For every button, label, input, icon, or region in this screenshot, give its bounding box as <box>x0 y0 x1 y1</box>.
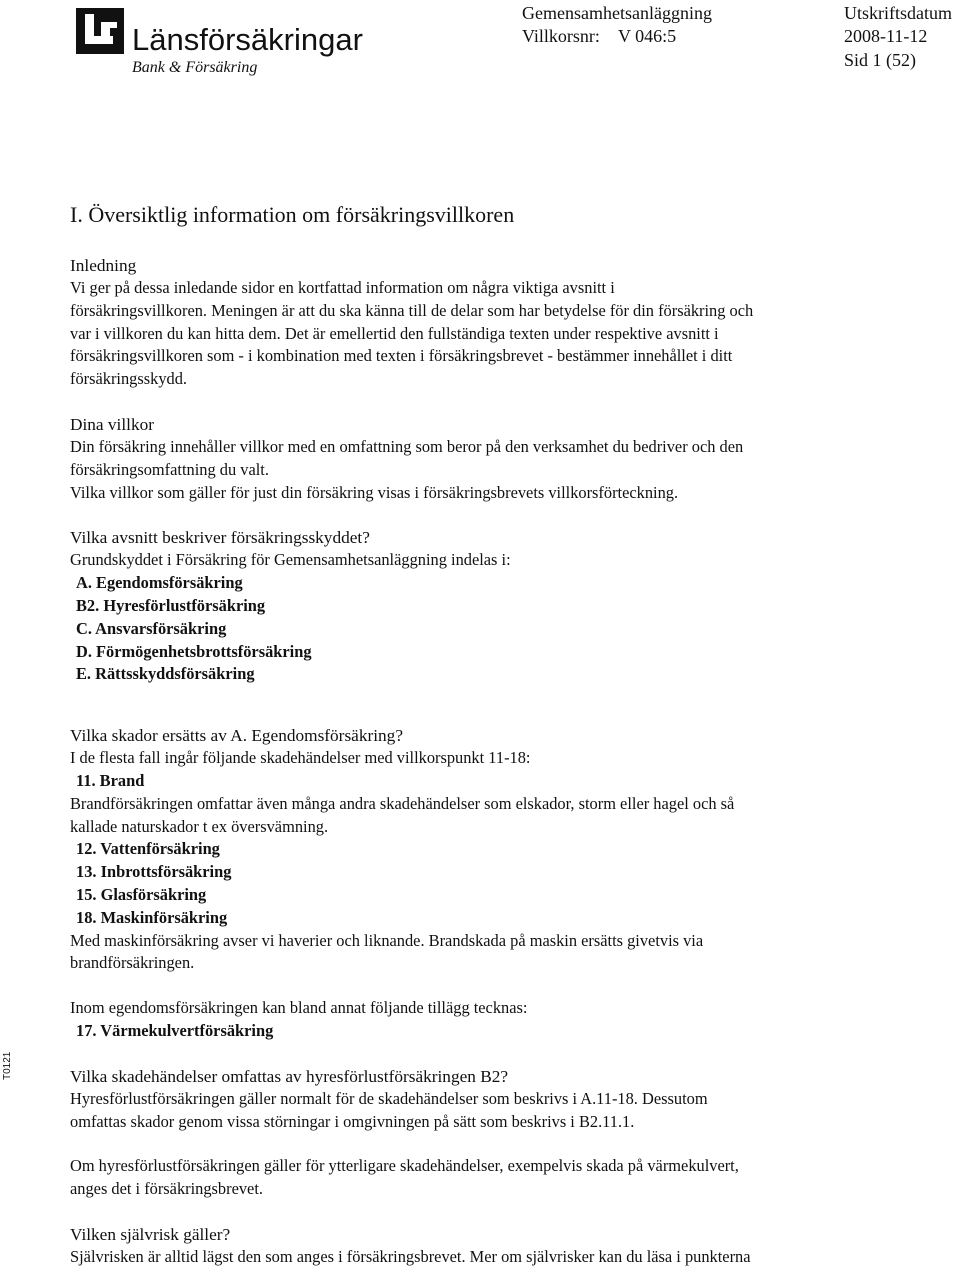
section-heading: Vilka avsnitt beskriver försäkringsskyddet? <box>70 528 370 548</box>
text-line: omfattas skador genom vissa störningar i omgivningen på sätt som beskrivs i B2.11.1. <box>70 1111 635 1131</box>
coverage-item: B2. Hyresförlustförsäkring <box>76 595 266 615</box>
section-terms <box>70 413 885 504</box>
company-logo <box>76 6 406 86</box>
header-terms-value: V 046:5 <box>618 26 677 46</box>
property-item: 15. Glasförsäkring <box>76 884 207 904</box>
text-line: Din försäkring innehåller villkor med en omfattning som beror på den verksamhet du bedriver och den <box>70 436 744 456</box>
section-coverage <box>70 526 885 686</box>
side-form-code: T0121 <box>2 1051 13 1080</box>
header-page-number: Sid 1 (52) <box>844 50 916 70</box>
header-print-date: 2008-11-12 <box>844 26 928 46</box>
property-item: 18. Maskinförsäkring <box>76 907 228 927</box>
text-line: försäkringsvillkoren som - i kombination med texten i försäkringsbrevet - bestämmer innehållet i ditt <box>70 346 733 366</box>
text-line: Hyresförlustförsäkringen gäller normalt för de skadehändelser som beskrivs i A.11-18. Dessutom <box>70 1088 708 1108</box>
section-deductible <box>70 1223 885 1269</box>
section-rent-loss <box>70 1065 885 1201</box>
document-title: I. Översiktlig information om försäkringsvillkoren <box>70 202 515 227</box>
fire-subheading: 11. Brand <box>76 770 145 790</box>
text-line: anges det i försäkringsbrevet. <box>70 1179 263 1199</box>
logo-tagline: Bank & Försäkring <box>132 59 258 76</box>
text-line: I de flesta fall ingår följande skadehändelser med villkorspunkt 11-18: <box>70 748 531 768</box>
section-heading: Dina villkor <box>70 414 154 434</box>
logo-mark-icon <box>76 8 124 54</box>
header-print-date-label: Utskriftsdatum <box>844 3 952 23</box>
coverage-item: C. Ansvarsförsäkring <box>76 618 227 638</box>
text-line: försäkringsskydd. <box>70 369 187 389</box>
section-heading: Vilka skadehändelser omfattas av hyresförlustförsäkringen B2? <box>70 1066 509 1086</box>
coverage-item: A. Egendomsförsäkring <box>76 573 243 593</box>
section-intro <box>70 254 885 391</box>
section-heading: Inledning <box>70 256 137 275</box>
text-line: Grundskyddet i Försäkring för Gemensamhetsanläggning indelas i: <box>70 550 511 570</box>
text-line: brandförsäkringen. <box>70 953 195 973</box>
text-line: Vilka villkor som gäller för just din försäkring visas i försäkringsbrevets villkorsförteckning. <box>70 482 679 502</box>
property-item: 12. Vattenförsäkring <box>76 839 220 859</box>
header-terms-label: Villkorsnr: <box>522 26 600 46</box>
coverage-item: D. Förmögenhetsbrottsförsäkring <box>76 641 312 661</box>
document-body <box>70 254 885 1269</box>
text-line: Brandförsäkringen omfattar även många andra skadehändelser som elskador, storm eller hagel och så <box>70 793 735 813</box>
text-line: försäkringsomfattning du valt. <box>70 459 269 479</box>
addon-item: 17. Värmekulvertförsäkring <box>76 1020 274 1040</box>
text-line: Självrisken är alltid lägst den som anges i försäkringsbrevet. Mer om självrisker kan du läsa i punkterna <box>70 1246 751 1266</box>
text-line: var i villkoren du kan hitta dem. Det är emellertid den fullständiga texten under respektive avsnitt i <box>70 323 719 343</box>
text-line: Inom egendomsförsäkringen kan bland annat följande tillägg tecknas: <box>70 998 528 1018</box>
text-line: kallade naturskador t ex översvämning. <box>70 816 329 836</box>
section-heading: Vilka skador ersätts av A. Egendomsförsäkring? <box>70 726 403 746</box>
text-line: försäkringsvillkoren. Meningen är att du ska känna till de delar som har betydelse för din försäkring och <box>70 300 754 320</box>
coverage-item: E. Rättsskyddsförsäkring <box>76 664 255 684</box>
text-line: Med maskinförsäkring avser vi haverier och liknande. Brandskada på maskin ersätts givetvis via <box>70 930 704 950</box>
section-heading: Vilken självrisk gäller? <box>70 1224 231 1244</box>
logo-name: Länsförsäkringar <box>132 22 363 57</box>
section-property <box>70 724 885 1043</box>
property-item: 13. Inbrottsförsäkring <box>76 862 232 882</box>
text-line: Om hyresförlustförsäkringen gäller för ytterligare skadehändelser, exempelvis skada på värmekulvert, <box>70 1156 739 1176</box>
text-line: Vi ger på dessa inledande sidor en kortfattad information om några viktiga avsnitt i <box>70 278 615 297</box>
header-product: Gemensamhetsanläggning <box>522 3 712 23</box>
